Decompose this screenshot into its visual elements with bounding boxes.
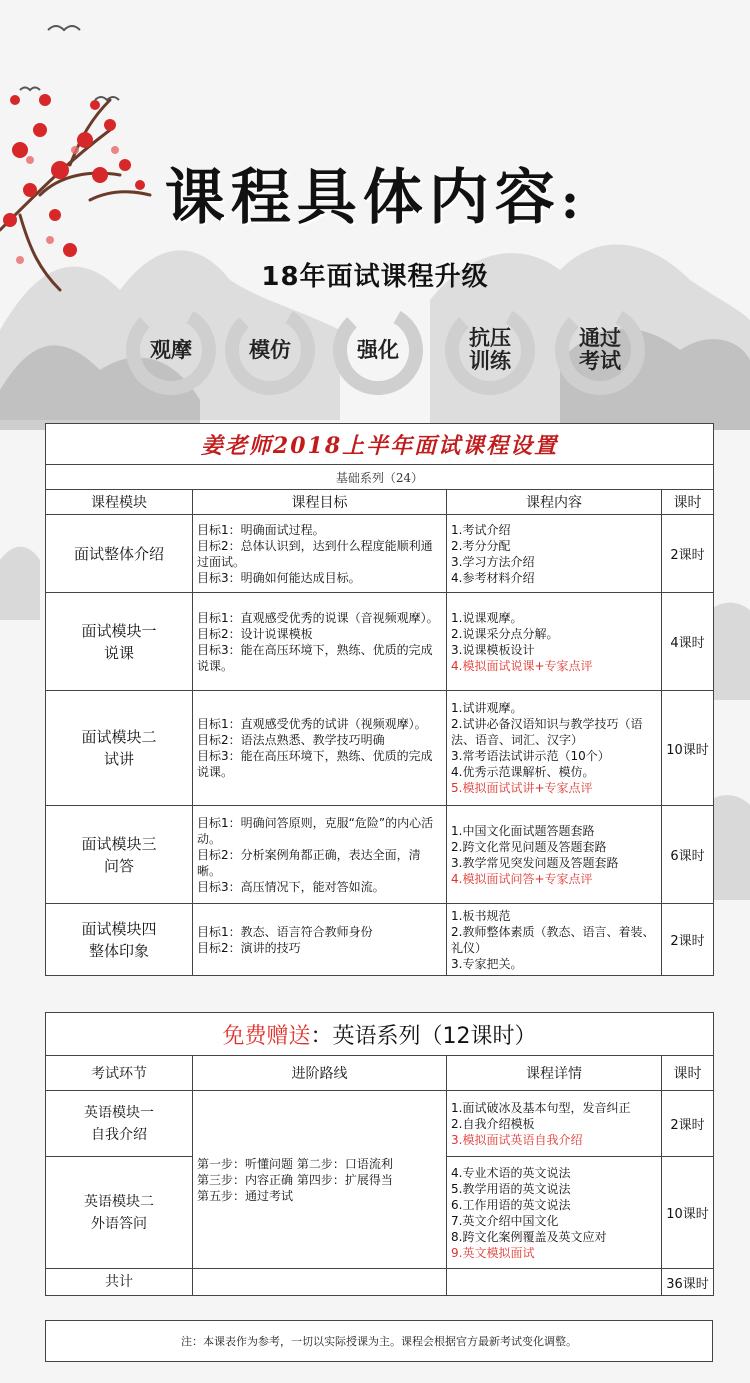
stage-label: 抗压 训练	[469, 326, 511, 373]
module-name: 面试模块四 整体印象	[46, 904, 193, 976]
content-list	[447, 515, 662, 593]
series-label: 基础系列（24）	[46, 465, 714, 490]
progression-path	[193, 1091, 447, 1269]
goal-item: 目标2：语法点熟悉、教学技巧明确	[197, 733, 385, 747]
goal-list	[193, 904, 447, 976]
hours-cell: 4课时	[662, 593, 714, 691]
module-name: 英语模块二 外语答问	[46, 1157, 193, 1269]
goal-item: 目标2：总体认识到，达到什么程度能顺利通过面试。	[197, 538, 433, 569]
stage-label: 通过 考试	[579, 326, 621, 373]
hours-cell: 2课时	[662, 904, 714, 976]
goal-item: 目标3：能在高压环境下，熟练、优质的完成说课。	[197, 642, 433, 673]
content-item: 4.参考材料介绍	[451, 570, 535, 585]
content-item: 2.自我介绍模板	[451, 1116, 535, 1131]
path-step: 第一步：听懂问题	[197, 1156, 294, 1171]
header-module: 课程模块	[46, 490, 193, 515]
page-subtitle: 18年面试课程升级	[261, 262, 489, 292]
table-row	[46, 515, 714, 593]
content-list	[447, 1157, 662, 1269]
table-caption: 姜老师2018上半年面试课程设置	[46, 424, 714, 465]
goal-item: 目标1：直观感受优秀的说课（音视频观摩）。	[197, 610, 439, 625]
table-row	[46, 806, 714, 904]
stage-pass-exam	[550, 300, 650, 400]
content-item: 1.面试破冰及基本句型，发音纠正	[451, 1100, 631, 1115]
total-label: 共计	[46, 1269, 193, 1296]
path-step: 第四步：扩展得当	[296, 1172, 393, 1187]
content-item: 3.专家把关。	[451, 956, 523, 971]
goal-item: 目标1：明确面试过程。	[197, 522, 325, 537]
module-name: 面试模块三 问答	[46, 806, 193, 904]
goal-item: 目标2：演讲的技巧	[197, 940, 301, 955]
content-item: 5.教学用语的英文说法	[451, 1181, 571, 1196]
content-list	[447, 806, 662, 904]
header-details: 课程详情	[447, 1056, 662, 1091]
header-hours: 课时	[662, 490, 714, 515]
content-item: 2.跨文化常见问题及答题套路	[451, 839, 607, 854]
goal-list	[193, 515, 447, 593]
table-header-row	[46, 1056, 714, 1091]
stage-observe	[121, 300, 221, 400]
content-item: 2.说课采分点分解。	[451, 626, 559, 641]
module-name: 英语模块一 自我介绍	[46, 1091, 193, 1157]
content-item: 4.优秀示范课解析、模仿。	[451, 765, 595, 779]
stage-label: 模仿	[249, 337, 291, 362]
content-item: 1.试讲观摩。	[451, 701, 523, 715]
table-row	[46, 691, 714, 806]
goal-item: 目标1：直观感受优秀的试讲（视频观摩）。	[197, 717, 427, 731]
header-hours: 课时	[662, 1056, 714, 1091]
table-row	[46, 593, 714, 691]
module-name: 面试模块一 说课	[46, 593, 193, 691]
total-empty-cell	[193, 1269, 447, 1296]
total-row	[46, 1269, 714, 1296]
content-item-highlight: 5.模拟面试试讲+专家点评	[451, 781, 593, 795]
goal-item: 目标1：明确问答原则，克服“危险”的内心活动。	[197, 815, 434, 846]
header-content: 课程内容	[447, 490, 662, 515]
module-name: 面试整体介绍	[46, 515, 193, 593]
content-list	[447, 593, 662, 691]
goal-list	[193, 593, 447, 691]
goal-item: 目标2：分析案例角都正确，表达全面，清晰。	[197, 847, 421, 878]
stage-label: 强化	[357, 337, 399, 362]
stage-imitate	[220, 300, 320, 400]
goal-item: 目标3：明确如何能达成目标。	[197, 570, 361, 585]
stage-reinforce	[328, 300, 428, 400]
content-item: 8.跨文化案例覆盖及英文应对	[451, 1229, 607, 1244]
footnote: 注：本课表作为参考，一切以实际授课为主。课程会根据官方最新考试变化调整。	[45, 1320, 713, 1362]
goal-item: 目标2：设计说课模板	[197, 626, 313, 641]
path-step: 第二步：口语流利	[296, 1156, 393, 1171]
content-list	[447, 1091, 662, 1157]
header-path: 进阶路线	[193, 1056, 447, 1091]
goal-item: 目标3：能在高压环境下，熟练、优质的完成说课。	[197, 749, 433, 779]
content-item: 1.中国文化面试题答题套路	[451, 823, 595, 838]
content-list	[447, 691, 662, 806]
content-item: 2.试讲必备汉语知识与教学技巧（语法、语音、词汇、汉字）	[451, 717, 643, 747]
hours-cell: 2课时	[662, 515, 714, 593]
goal-list	[193, 691, 447, 806]
header-exam-section: 考试环节	[46, 1056, 193, 1091]
page-title	[0, 150, 750, 236]
stage-label: 观摩	[150, 337, 192, 362]
hours-cell: 10课时	[662, 691, 714, 806]
goal-item: 目标1：教态、语言符合教师身份	[197, 924, 373, 939]
content-item-highlight: 9.英文模拟面试	[451, 1245, 535, 1260]
content-item: 2.教师整体素质（教态、语言、着装、礼仪）	[451, 924, 655, 955]
content-item-highlight: 4.模拟面试问答+专家点评	[451, 871, 593, 886]
content-item: 1.考试介绍	[451, 522, 511, 537]
table-header-row	[46, 490, 714, 515]
goal-list	[193, 806, 447, 904]
content-item-highlight: 3.模拟面试英语自我介绍	[451, 1132, 583, 1147]
content-item: 7.英文介绍中国文化	[451, 1213, 559, 1228]
content-item-highlight: 4.模拟面试说课+专家点评	[451, 658, 593, 673]
path-step: 第三步：内容正确	[197, 1172, 294, 1187]
content-item: 3.常考语法试讲示范（10个）	[451, 749, 610, 763]
content-item: 3.教学常见突发问题及答题套路	[451, 855, 619, 870]
free-gift-label: 免费赠送	[222, 1023, 311, 1049]
total-empty-cell	[447, 1269, 662, 1296]
hours-cell: 10课时	[662, 1157, 714, 1269]
header-goal: 课程目标	[193, 490, 447, 515]
content-item: 1.说课观摩。	[451, 610, 523, 625]
module-name: 面试模块二 试讲	[46, 691, 193, 806]
table-row	[46, 904, 714, 976]
stage-pressure-training	[440, 300, 540, 400]
content-item: 1.板书规范	[451, 908, 511, 923]
page-title-text: 课程具体内容	[164, 163, 561, 233]
content-list	[447, 904, 662, 976]
english-series-table	[45, 1012, 714, 1296]
path-step: 第五步：通过考试	[197, 1188, 294, 1203]
content-item: 6.工作用语的英文说法	[451, 1197, 571, 1212]
goal-item: 目标3：高压情况下，能对答如流。	[197, 879, 385, 894]
content-item: 2.考分分配	[451, 538, 511, 553]
english-series-label: ：英语系列（12课时）	[310, 1023, 537, 1049]
hours-cell: 6课时	[662, 806, 714, 904]
interview-course-table	[45, 423, 714, 976]
table-row	[46, 1091, 714, 1157]
content-item: 4.专业术语的英文说法	[451, 1165, 571, 1180]
content-item: 3.学习方法介绍	[451, 554, 535, 569]
table-caption	[46, 1013, 714, 1056]
content-item: 3.说课模板设计	[451, 642, 535, 657]
total-hours: 36课时	[662, 1269, 714, 1296]
page-title-colon: :	[560, 171, 586, 230]
hours-cell: 2课时	[662, 1091, 714, 1157]
